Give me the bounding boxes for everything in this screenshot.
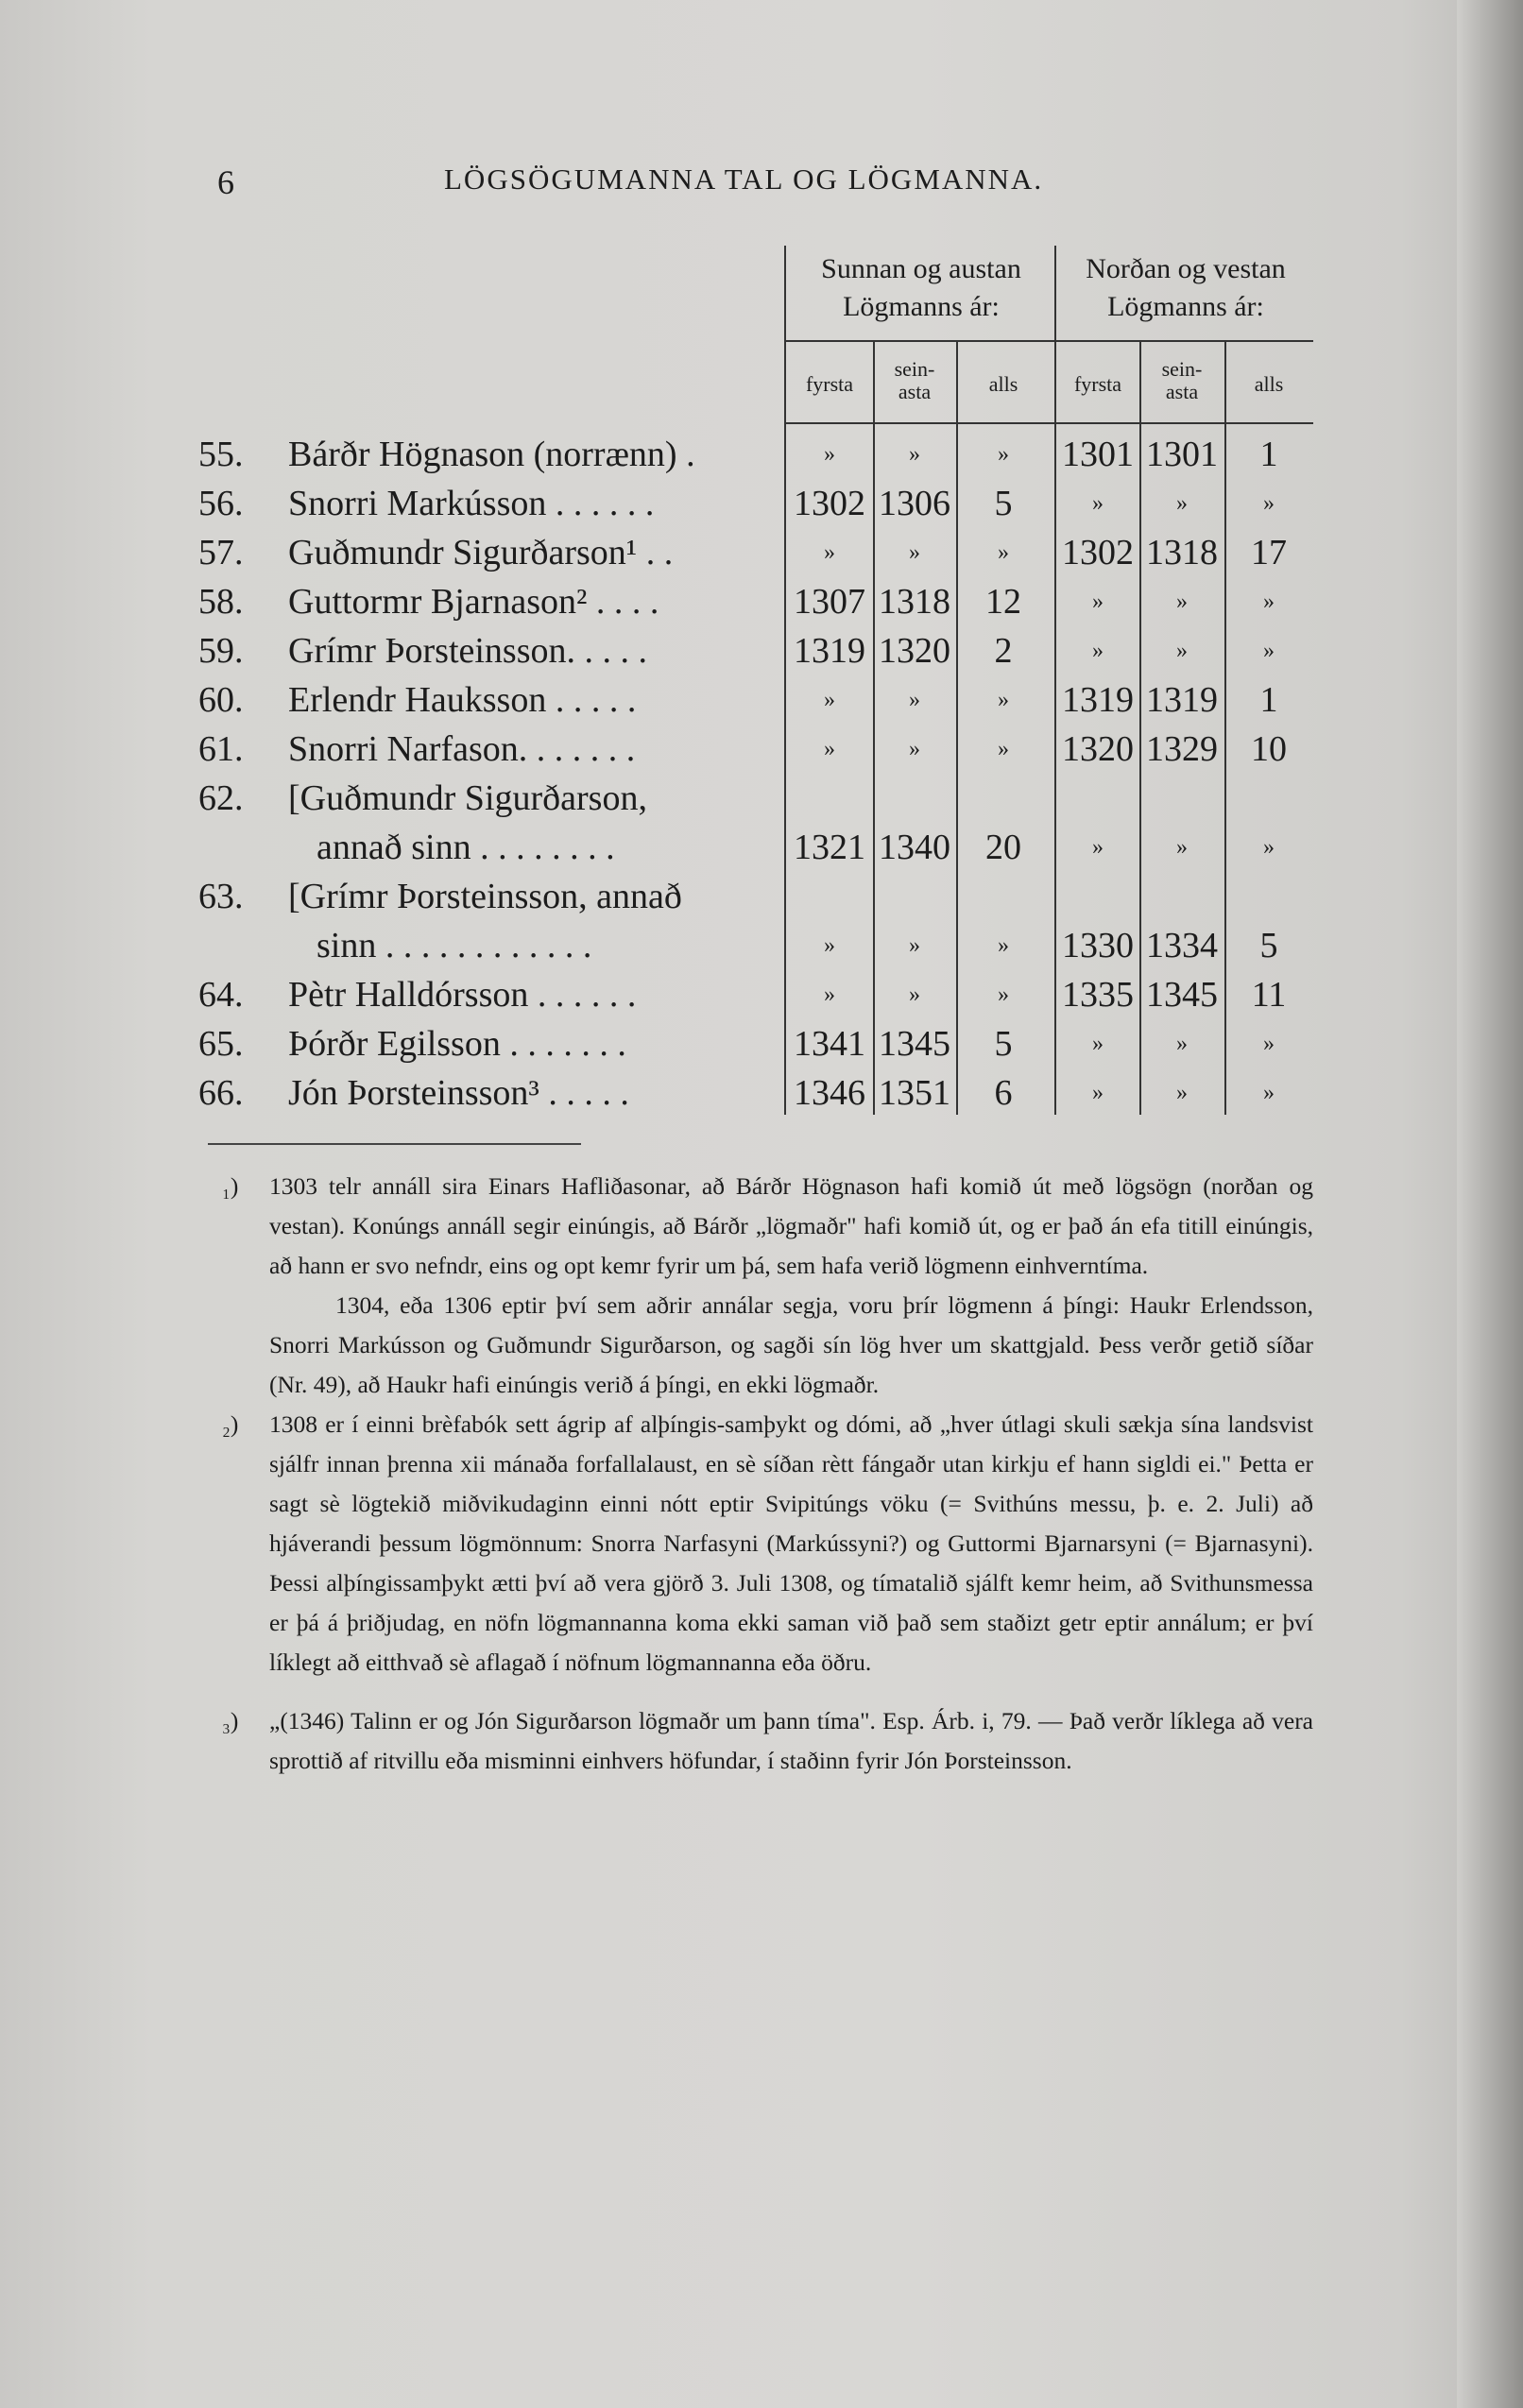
cell-se-total: » — [998, 442, 1009, 467]
cell-se-total: » — [998, 737, 1009, 761]
cell-nw-last: » — [1176, 1081, 1188, 1105]
cell-se-first: 1321 — [794, 828, 865, 867]
row-name: Snorri Narfason. . . . . . . — [288, 729, 636, 769]
subheader-last-line1: sein- — [894, 357, 935, 381]
cell-nw-total: 10 — [1251, 729, 1287, 769]
cell-se-first: » — [824, 688, 835, 712]
group-header-line2: Lögmanns ár: — [1107, 291, 1264, 322]
cell-se-total: » — [998, 982, 1009, 1007]
row-number: 64. — [198, 975, 244, 1015]
row-name: Erlendr Hauksson . . . . . — [288, 680, 637, 720]
cell-nw-total: » — [1263, 1032, 1275, 1056]
row-name: Jón Þorsteinsson³ . . . . . — [288, 1073, 629, 1113]
cell-nw-last: 1319 — [1146, 680, 1218, 720]
table-row — [180, 675, 1313, 725]
cell-nw-first: 1330 — [1062, 926, 1134, 965]
footnote-paragraph: 1303 telr annáll sira Einars Hafliðasonar, að Bárðr Högnason hafi komið út með lögsögn (norðan og vestan). Konúngs annáll segir einúngis, að Bárðr „lögmaðr" hafi komið út, og er það án efa titill einúngis, að hann er svo nefndr, eins og opt kemr fyrir um þá, sem hafa verið lögmenn einhverntíma. — [269, 1172, 1313, 1279]
table-row — [180, 626, 1313, 675]
cell-se-last: » — [909, 540, 920, 565]
running-head — [217, 162, 1313, 210]
footnote-paragraph: 1304, eða 1306 eptir því sem aðrir annálar segja, voru þrír lögmenn á þíngi: Haukr Erlendsson, Snorri Markússon og Guðmundr Sigurðarson, og sagði sín lög hver um skattgjald. Þess verðr getið síðar (Nr. 49), að Haukr hafi einúngis verið á þíngi, en ekki lögmaðr. — [269, 1291, 1313, 1398]
cell-nw-last: 1334 — [1146, 926, 1218, 965]
footnote-paragraph: „(1346) Talinn er og Jón Sigurðarson lögmaðr um þann tíma". Esp. Árb. i, 79. — Það verðr líklega að vera sprottið af ritvillu eða misminni einhvers höfundar, í staðinn fyrir Jón Þorsteinsson. — [269, 1707, 1313, 1774]
cell-nw-last: » — [1176, 639, 1188, 663]
cell-se-first: 1319 — [794, 631, 865, 671]
cell-nw-first: » — [1092, 589, 1104, 614]
cell-se-first: » — [824, 540, 835, 565]
footnote-marker: ₁) — [222, 1172, 239, 1200]
row-number: 59. — [198, 631, 244, 671]
cell-se-total: » — [998, 933, 1009, 958]
row-number: 58. — [198, 582, 244, 622]
table-row — [180, 577, 1313, 626]
cell-nw-total: » — [1263, 835, 1275, 860]
cell-nw-total: » — [1263, 589, 1275, 614]
footnote-marker: ₃) — [222, 1707, 239, 1734]
cell-nw-first: » — [1092, 491, 1104, 516]
row-name: annað sinn . . . . . . . . — [317, 828, 615, 867]
row-number: 56. — [198, 484, 244, 523]
cell-nw-last: 1301 — [1146, 435, 1218, 474]
table-row — [180, 1068, 1313, 1118]
cell-nw-last: » — [1176, 835, 1188, 860]
subheader-first: fyrsta — [805, 372, 854, 396]
subheader-first: fyrsta — [1073, 372, 1122, 396]
header-rule — [784, 340, 1313, 342]
row-number: 57. — [198, 533, 244, 572]
cell-se-last: 1320 — [879, 631, 950, 671]
table-row — [180, 872, 1313, 921]
table-row — [180, 774, 1313, 823]
page-number: 6 — [217, 163, 234, 201]
cell-se-total: 5 — [994, 1024, 1013, 1064]
cell-se-last: 1318 — [879, 582, 950, 622]
row-name: Guðmundr Sigurðarson¹ . . — [288, 533, 674, 572]
cell-se-last: 1345 — [879, 1024, 950, 1064]
cell-nw-total: » — [1263, 1081, 1275, 1105]
row-name: Pètr Halldórsson . . . . . . — [288, 975, 637, 1015]
cell-se-last: 1306 — [879, 484, 950, 523]
row-name: Guttormr Bjarnason² . . . . — [288, 582, 659, 622]
footnote-3 — [222, 1701, 1313, 1781]
cell-nw-last: 1318 — [1146, 533, 1218, 572]
subheader-last-line1: sein- — [1161, 357, 1203, 381]
cell-se-last: » — [909, 688, 920, 712]
cell-nw-first: » — [1092, 835, 1104, 860]
table-row — [180, 823, 1313, 872]
cell-nw-first: 1320 — [1062, 729, 1134, 769]
running-title: LÖGSÖGUMANNA TAL OG LÖGMANNA. — [444, 162, 1044, 196]
row-number: 63. — [198, 877, 244, 916]
cell-se-total: 5 — [994, 484, 1013, 523]
cell-se-first: 1307 — [794, 582, 865, 622]
cell-nw-first: 1302 — [1062, 533, 1134, 572]
cell-nw-total: 5 — [1259, 926, 1278, 965]
cell-se-last: 1351 — [879, 1073, 950, 1113]
footnotes — [222, 1167, 1313, 1781]
group-header-north-west — [1053, 250, 1318, 326]
cell-se-first: » — [824, 982, 835, 1007]
cell-se-total: 20 — [985, 828, 1021, 867]
row-number: 65. — [198, 1024, 244, 1064]
table-row — [180, 479, 1313, 528]
row-name: [Grímr Þorsteinsson, annað — [288, 877, 682, 916]
row-name: Grímr Þorsteinsson. . . . . — [288, 631, 647, 671]
cell-nw-first: » — [1092, 639, 1104, 663]
subheader-rule — [784, 422, 1313, 424]
subheader-total: alls — [988, 372, 1018, 396]
table-row — [180, 970, 1313, 1019]
footnote-marker: ₂) — [222, 1410, 239, 1438]
group-header-line1: Norðan og vestan — [1086, 253, 1286, 284]
cell-se-last: » — [909, 933, 920, 958]
cell-nw-first: 1301 — [1062, 435, 1134, 474]
group-header-line2: Lögmanns ár: — [843, 291, 1000, 322]
group-header-line1: Sunnan og austan — [821, 253, 1021, 284]
table-row — [180, 430, 1313, 479]
cell-nw-total: 17 — [1251, 533, 1287, 572]
cell-se-first: » — [824, 442, 835, 467]
cell-nw-last: 1345 — [1146, 975, 1218, 1015]
cell-se-total: 6 — [994, 1073, 1013, 1113]
cell-se-total: 12 — [985, 582, 1021, 622]
cell-nw-first: » — [1092, 1032, 1104, 1056]
table-row — [180, 921, 1313, 970]
table-row — [180, 725, 1313, 774]
group-header-south-east — [784, 250, 1058, 326]
cell-se-total: » — [998, 540, 1009, 565]
cell-nw-first: » — [1092, 1081, 1104, 1105]
footnote-1 — [222, 1167, 1313, 1405]
cell-se-total: 2 — [994, 631, 1013, 671]
cell-se-first: 1302 — [794, 484, 865, 523]
cell-nw-total: » — [1263, 639, 1275, 663]
cell-nw-first: 1335 — [1062, 975, 1134, 1015]
footnote-paragraph: 1308 er í einni brèfabók sett ágrip af alþíngis-samþykt og dómi, að „hver útlagi skuli sækja sína landsvist sjálfr innan þrenna xii mánaða forfallalaust, en sè síðan rètt fángaðr utan kirkju ef hann sigldi ei." Þetta er sagt sè lögtekið miðvikudaginn einni nótt eptir Svipitúngs vöku (= Svithúns messu, þ. e. 2. Juli) að hjáverandi þessum lögmönnum: Snorra Narfasyni (Markússyni?) og Guttormi Bjarnarsyni (= Bjarnasyni). Þessi alþíngissamþykt ætti því að vera gjörð 3. Juli 1308, og tímatalið sjálft kemr heim, að Svithunsmessa er þá á þriðjudag, en nöfn lögmannanna koma ekki saman við það sem staðizt getr eptir annálum; er því líklegt að eitthvað sè aflagað í nöfnum lögmannanna eða öðru. — [269, 1410, 1313, 1676]
cell-se-total: » — [998, 688, 1009, 712]
subheader-last-line2: asta — [898, 380, 932, 403]
cell-se-first: » — [824, 933, 835, 958]
cell-nw-last: » — [1176, 1032, 1188, 1056]
row-name: [Guðmundr Sigurðarson, — [288, 778, 647, 818]
footnote-2 — [222, 1405, 1313, 1682]
row-number: 66. — [198, 1073, 244, 1113]
subheader-last — [1139, 358, 1224, 403]
cell-nw-first: 1319 — [1062, 680, 1134, 720]
subheader-last — [873, 358, 956, 403]
subheader-last-line2: asta — [1165, 380, 1199, 403]
table-row — [180, 528, 1313, 577]
page-edge — [1457, 0, 1523, 2408]
cell-nw-total: 1 — [1259, 680, 1278, 720]
cell-nw-last: 1329 — [1146, 729, 1218, 769]
cell-nw-last: » — [1176, 589, 1188, 614]
cell-nw-total: 11 — [1251, 975, 1287, 1015]
cell-se-last: » — [909, 737, 920, 761]
cell-nw-last: » — [1176, 491, 1188, 516]
row-number: 62. — [198, 778, 244, 818]
row-number: 61. — [198, 729, 244, 769]
row-name: sinn . . . . . . . . . . . . — [317, 926, 592, 965]
row-name: Bárðr Högnason (norrænn) . — [288, 435, 695, 474]
table-row — [180, 1019, 1313, 1068]
subheader-total: alls — [1254, 372, 1284, 396]
footnote-rule — [208, 1143, 581, 1145]
cell-se-first: 1346 — [794, 1073, 865, 1113]
cell-se-last: 1340 — [879, 828, 950, 867]
cell-nw-total: » — [1263, 491, 1275, 516]
row-name: Þórðr Egilsson . . . . . . . — [288, 1024, 626, 1064]
row-number: 60. — [198, 680, 244, 720]
cell-se-last: » — [909, 442, 920, 467]
cell-se-first: » — [824, 737, 835, 761]
cell-se-last: » — [909, 982, 920, 1007]
row-number: 55. — [198, 435, 244, 474]
cell-se-first: 1341 — [794, 1024, 865, 1064]
row-name: Snorri Markússon . . . . . . — [288, 484, 655, 523]
cell-nw-total: 1 — [1259, 435, 1278, 474]
